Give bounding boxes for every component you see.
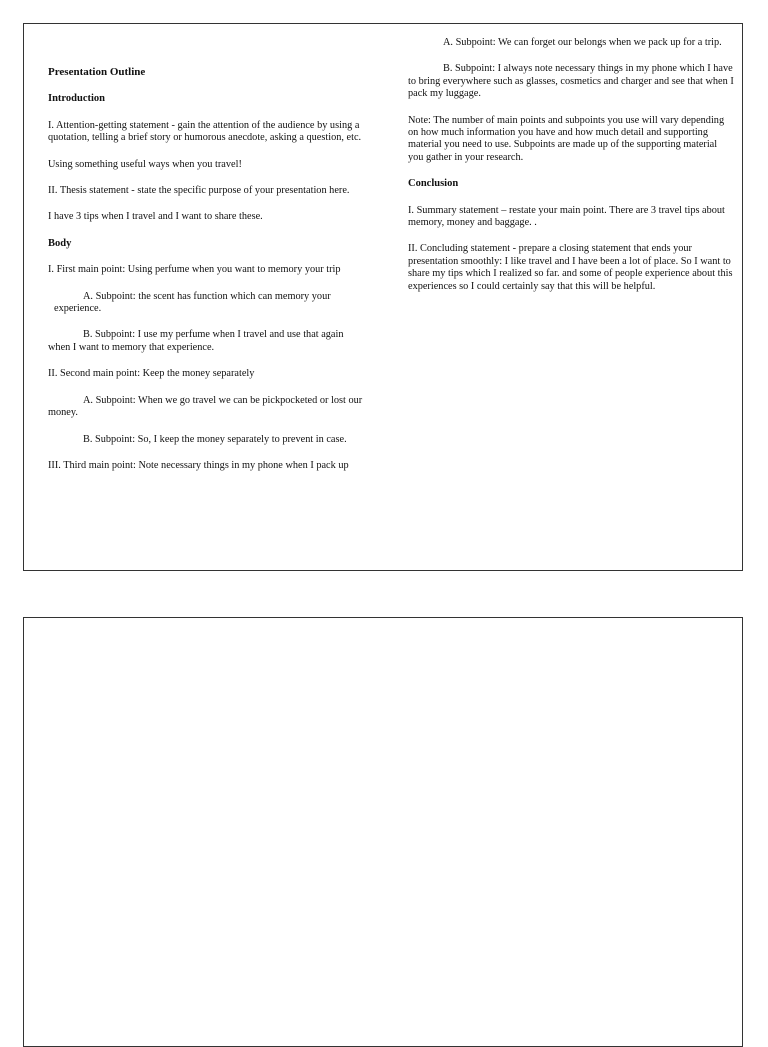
main-point-2-subpoint-b: B. Subpoint: So, I keep the money separately to prevent in case. — [83, 433, 347, 445]
note-paragraph: Note: The number of main points and subpoints you use will vary depending on how much information you have and how much detail and supporting material you need to use. Subpoints are made up of the supporting material you gather in your research. — [408, 114, 725, 163]
attention-getting-statement: I. Attention-getting statement - gain the attention of the audience by using a quotation, telling a brief story or humorous anecdote, asking a question, etc. — [48, 119, 362, 144]
document-title: Presentation Outline — [48, 66, 146, 78]
conclusion-heading: Conclusion — [408, 178, 459, 190]
main-point-3-subpoint-b: B. Subpoint: I always note necessary things in my phone which I have to bring everywhere such as glasses, cosmetics and charger and see that when I pack my luggage. — [408, 63, 734, 100]
main-point-2-subpoint-a: A. Subpoint: When we go travel we can be pickpocketed or lost our money. — [48, 394, 363, 419]
body-heading: Body — [48, 237, 72, 249]
main-point-3-subpoint-a: A. Subpoint: We can forget our belongs when we pack up for a trip. — [443, 37, 722, 48]
main-point-1: I. First main point: Using perfume when you want to memory your trip — [48, 264, 341, 276]
right-column — [408, 37, 734, 307]
summary-statement: I. Summary statement – restate your main point. There are 3 travel tips about memory, money and baggage. . — [408, 204, 725, 229]
thesis-answer: I have 3 tips when I travel and I want to share these. — [48, 211, 263, 223]
main-point-1-subpoint-a: A. Subpoint: the scent has function which can memory your experience. — [54, 290, 331, 315]
introduction-heading: Introduction — [48, 93, 105, 105]
attention-getting-answer: Using something useful ways when you travel! — [48, 158, 242, 170]
main-point-3: III. Third main point: Note necessary things in my phone when I pack up — [48, 459, 349, 471]
document-page-2 — [23, 617, 743, 1047]
document-page-1 — [23, 23, 743, 571]
concluding-statement: II. Concluding statement - prepare a closing statement that ends your presentation smoothly: I like travel and I have been a lot of place. So I want to share my tips which I realized so far. and some of people experience about this experiences so I could certainly say that this will be helpful. — [408, 243, 733, 292]
thesis-statement: II. Thesis statement - state the specific purpose of your presentation here. — [48, 185, 350, 197]
main-point-2: II. Second main point: Keep the money separately — [48, 368, 255, 380]
main-point-1-subpoint-b: B. Subpoint: I use my perfume when I travel and use that again when I want to memory that experience. — [48, 329, 344, 353]
left-column — [48, 66, 368, 486]
